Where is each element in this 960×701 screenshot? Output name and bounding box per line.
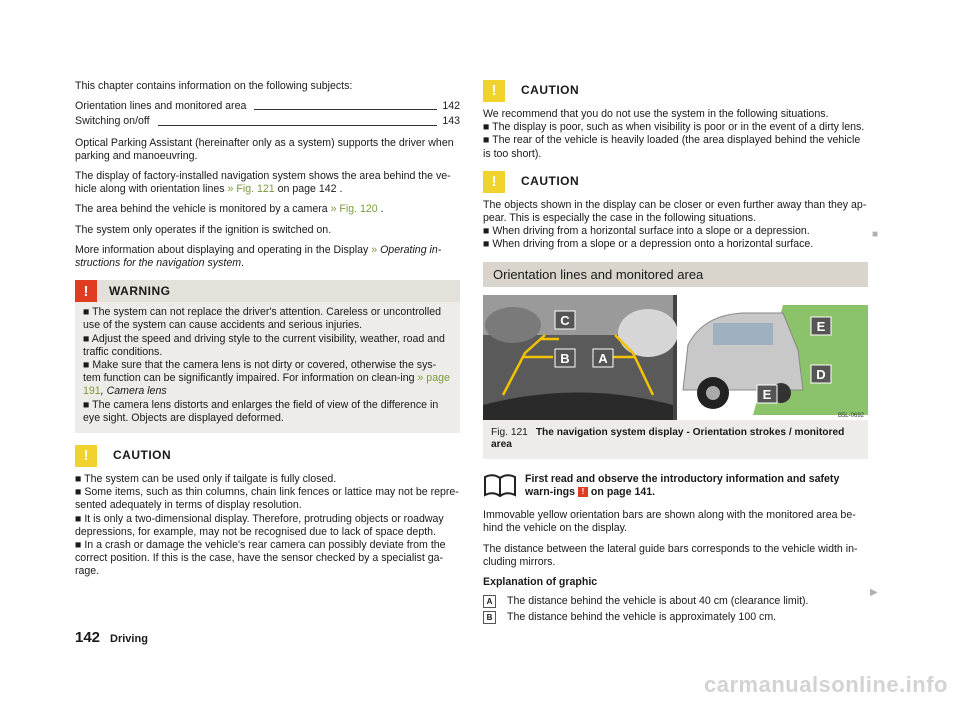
left-column [75,80,460,579]
toc-label: Orientation lines and monitored area [75,100,247,113]
caution-bullet: ■ When driving from a horizontal surface into a slope or a depression. [483,225,810,238]
paragraph: The system only operates if the ignition is switched on. [75,223,332,236]
fig-121-link[interactable]: » Fig. 121 [227,183,275,196]
caution-text: We recommend that you do not use the system in the following situations. [483,108,829,120]
figure-code: B5L-0692 [837,412,864,419]
caution-bullet: ■ In a crash or damage the vehicle's rear camera can possibly deviate from the correct position. If this is the case, have the sensor checked by a specialist ga-rage. [75,539,446,578]
section-title: Orientation lines and monitored area [483,262,868,287]
caution-bullet: ■ The display is poor, such as when visibility is poor or in the event of a dirty lens. [483,121,865,134]
caution-section-1 [75,445,460,579]
legend-text: The distance behind the vehicle is about 40 cm (clearance limit). [507,595,809,608]
toc-leader [158,125,438,126]
legend-text: The distance behind the vehicle is approximately 100 cm. [507,611,777,624]
svg-text:E: E [762,386,772,402]
warning-bullet: ■ Adjust the speed and driving style to the current visibility, weather, road and traffic conditions. [83,332,445,358]
legend-item-b [483,611,868,624]
parked-car-left [485,307,541,343]
toc-page: 142 [442,100,460,113]
caution-bullet: ■ It is only a two-dimensional display. Therefore, protruding objects or roadway depressions, for example, may not be recognised due to lack of space depth. [75,512,444,538]
paragraph: Optical Parking Assistant (hereinafter only as a system) supports the driver when parking and manoeuvring. [75,136,454,162]
warning-title: WARNING [109,283,171,298]
figure-caption-text: The navigation system display - Orientation strokes / monitored area [491,426,845,451]
paragraph: Immovable yellow orientation bars are shown along with the monitored area be-hind the vehicle on the display. [483,509,856,535]
caution-header [75,445,460,467]
toc-label: Switching on/off [75,115,150,128]
read-first-note: First read and observe the introductory information and safety warn-ings ! on page 141. [483,473,868,499]
svg-text:C: C [560,312,570,328]
figure-label: Fig. 121 [491,426,528,438]
explanation-title: Explanation of graphic [483,576,598,589]
legend-key: B [483,611,496,624]
toc-entry-orientation[interactable] [75,100,460,113]
nav-instructions-link[interactable]: » [371,243,378,256]
caution-title: CAUTION [521,83,580,98]
warning-header [75,280,460,302]
page-number: 142 [75,629,101,646]
car-window [713,323,773,345]
toc-leader [254,109,437,110]
car-wheel-hub [706,386,720,400]
figure-121 [483,295,868,420]
warning-box [75,280,460,433]
figure-caption [483,420,868,459]
caution-header [483,171,868,193]
caution-section-2 [483,80,868,161]
caution-exclamation-icon: ! [483,80,505,102]
toc-page: 143 [442,115,460,128]
caution-exclamation-icon: ! [75,445,97,467]
page-191-link[interactable]: » page 191 [83,372,450,398]
paragraph: More information about displaying and operating in the Display » Operating in-structions for the navigation system. [75,243,442,270]
chapter-name: Driving [110,633,148,645]
open-book-icon [483,473,517,499]
svg-text:A: A [598,350,608,366]
warning-bullet: ■ The camera lens distorts and enlarges the field of view of the difference in eye sight. Objects are displayed deformed. [83,398,439,424]
svg-text:B: B [560,350,570,366]
paragraph: The display of factory-installed navigation system shows the area behind the ve-hicle along with orientation lines » Fig. 121 on page 142 . [75,170,451,196]
caution-exclamation-icon: ! [483,171,505,193]
watermark: carmanualsonline.info [704,672,948,697]
right-column [483,80,868,628]
caution-section-3 [483,171,868,252]
paragraph: The distance between the lateral guide bars corresponds to the vehicle width in-cluding mirrors. [483,542,858,568]
caution-bullet: ■ Some items, such as thin columns, chain link fences or lattice may not be repre-sented adequately in terms of display resolution. [75,486,459,512]
caution-title: CAUTION [113,448,172,463]
warning-bullet: ■ The system can not replace the driver's attention. Careless or uncontrolled use of the system can cause accidents and serious injuries. [83,306,441,332]
caution-title: CAUTION [521,174,580,189]
caution-text: The objects shown in the display can be closer or even further away than they ap-pear. This is especially the case in the following situations. [483,198,867,225]
figure-121-illustration [483,295,868,420]
continuation-arrow-icon: ▶ [870,587,878,598]
caution-bullet: ■ The rear of the vehicle is heavily loaded (the area displayed behind the vehicle is too short). [483,134,861,160]
page-footer [75,629,148,646]
caution-bullet: ■ The system can be used only if tailgate is fully closed. [75,473,337,486]
chapter-intro: This chapter contains information on the following subjects: [75,80,353,92]
fig-120-link[interactable]: » Fig. 120 [330,203,378,216]
warning-exclamation-icon: ! [578,487,588,497]
legend-item-a [483,595,868,608]
continuation-stop-icon: ■ [872,229,879,240]
toc-entry-switching[interactable] [75,115,460,128]
caution-bullet: ■ When driving from a slope or a depression onto a horizontal surface. [483,238,814,251]
svg-text:D: D [816,366,826,382]
paragraph: The area behind the vehicle is monitored by a camera » Fig. 120 . [75,203,384,216]
legend-key: A [483,595,496,608]
parked-car-right [618,309,678,357]
warning-exclamation-icon: ! [75,280,97,302]
caution-header [483,80,868,102]
warning-bullet: ■ Make sure that the camera lens is not dirty or covered, otherwise the sys-tem function can be significantly impaired. For information on clean-ing » page 191, Camera lens [83,359,450,398]
svg-text:E: E [816,318,826,334]
